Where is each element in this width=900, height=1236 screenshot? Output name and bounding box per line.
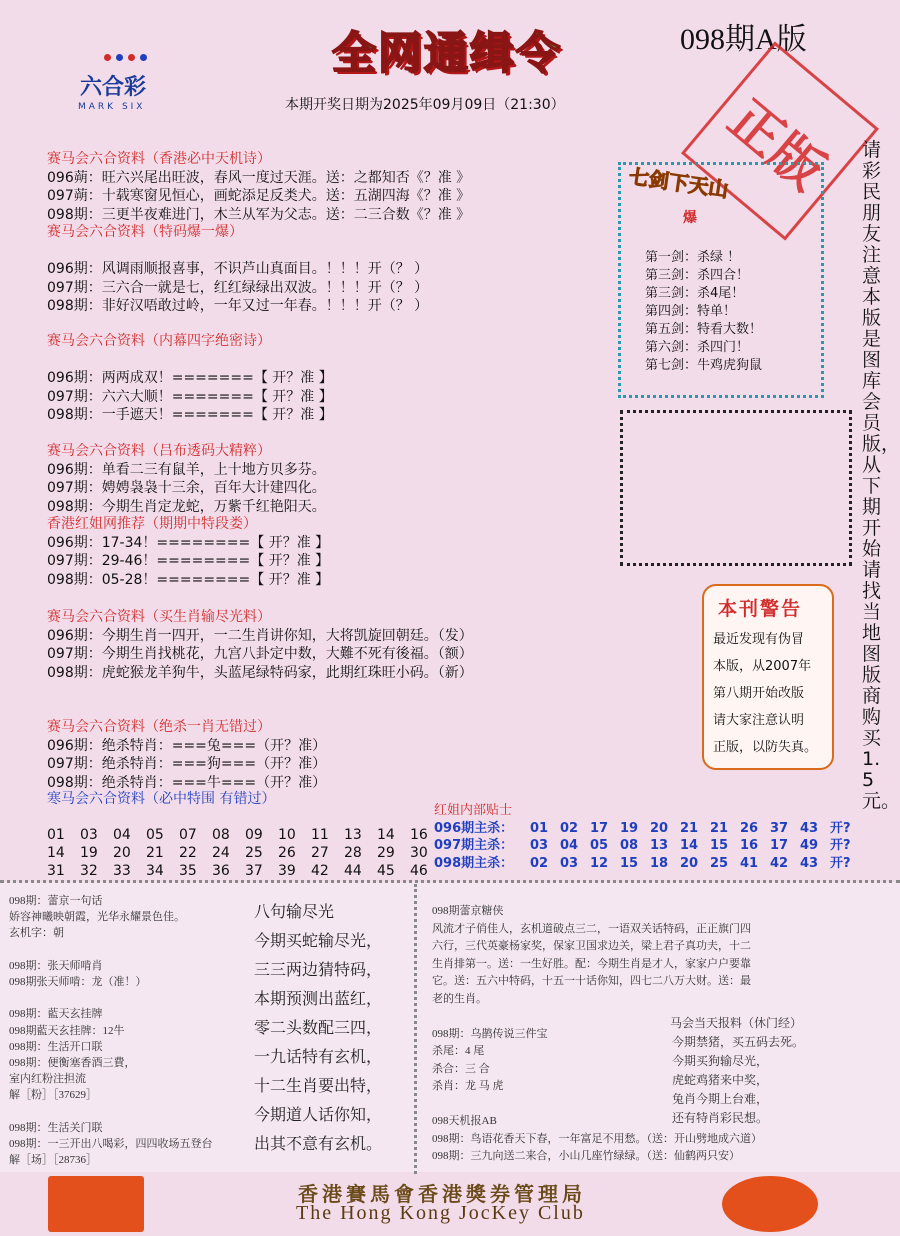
lower-right-line: 杀肖：龙 马 虎 xyxy=(432,1080,504,1092)
hongjie-num: 43 xyxy=(800,820,819,836)
number-cell: 32 xyxy=(80,863,98,879)
sword-box-boom: 爆 xyxy=(683,210,697,226)
logo-sub: MARK SIX xyxy=(78,102,146,112)
hongjie-num: 26 xyxy=(740,820,759,836)
number-cell: 21 xyxy=(146,845,164,861)
number-cell: 07 xyxy=(179,827,197,843)
mahui-line: 今期买狗输尽光， xyxy=(672,1054,769,1068)
number-cell: 22 xyxy=(179,845,197,861)
jockey-logo-left xyxy=(48,1176,144,1232)
warning-line: 本版，从2007年 xyxy=(713,659,812,674)
section-line: 097期：娉娉袅袅十三余，百年大计建四化。 xyxy=(47,480,326,496)
lower-left-line: 098期：便衡塞香酒三費， xyxy=(9,1057,136,1069)
sword-item: 第五剑：特看大数！ xyxy=(645,322,763,337)
sword-item: 第六剑：杀四门！ xyxy=(645,340,750,355)
lower-left-line: 娇容神曦映朝霞，光华永耀景色佳。 xyxy=(9,911,185,924)
number-cell: 09 xyxy=(245,827,263,843)
jockey-logo-right xyxy=(722,1176,818,1232)
hongjie-num: 15 xyxy=(710,838,729,853)
hongjie-num: 17 xyxy=(770,838,789,853)
section-line: 098期：05-28！========【 开？准 】 xyxy=(47,571,330,588)
number-cell: 01 xyxy=(47,827,65,843)
hongjie-tips xyxy=(434,802,860,872)
number-cell: 08 xyxy=(212,827,230,843)
genuine-stamp: 正版 xyxy=(681,41,879,240)
hongjie-num: 03 xyxy=(530,838,549,853)
section-line: 097期：三六合一就是七，红红绿绿出双波。！！！开（？ ） xyxy=(47,279,429,296)
sword-item: 第三剑：杀4尾！ xyxy=(645,286,745,301)
hongjie-num: 21 xyxy=(680,820,699,836)
number-cell: 26 xyxy=(278,845,296,861)
number-row xyxy=(47,826,443,844)
hongjie-num: 49 xyxy=(800,838,819,853)
lower-right-line: 杀尾：4 尾 xyxy=(432,1045,485,1057)
number-cell: 35 xyxy=(179,863,197,879)
must-title: 寒马会六合资料（必中特围 有错过） xyxy=(47,791,276,807)
warning-line: 请大家注意认明 xyxy=(713,713,805,728)
logo-text: 六合彩 xyxy=(80,75,147,100)
number-cell: 44 xyxy=(344,863,362,879)
hongjie-num: 05 xyxy=(590,838,609,853)
empty-box xyxy=(620,410,852,566)
hongjie-end: 开? xyxy=(830,820,851,836)
lower-right-line: 杀合：三 合 xyxy=(432,1062,490,1075)
section-line: 098期：虎蛇猴龙羊狗牛，头蓝尾绿特码家，此期红珠旺小码。（新） xyxy=(47,664,473,681)
hongjie-num: 41 xyxy=(740,855,759,871)
lower-left-line: 098期：蕾京一句话 xyxy=(9,895,103,907)
hongjie-num: 14 xyxy=(680,838,699,853)
poem-line: 八句输尽光 xyxy=(254,904,335,921)
lower-right-line: 六行，三代英豪杨家奖，保家卫国求边关，梁上君子真功夫，十二 xyxy=(432,940,751,952)
section-block xyxy=(47,332,333,425)
number-cell: 36 xyxy=(212,863,230,879)
hongjie-label: 096期主杀： xyxy=(434,820,514,836)
lower-left-line: 玄机字：朝 xyxy=(9,927,64,940)
number-cell: 39 xyxy=(278,863,296,879)
hongjie-title: 红姐内部贴士 xyxy=(434,803,513,818)
number-cell: 03 xyxy=(80,827,98,843)
warning-body xyxy=(713,626,817,761)
hongjie-num: 19 xyxy=(620,820,639,836)
lower-right-line: 生肖排第一。送：一生好胜。配：今期生肖是才人，家家户户要靠 xyxy=(432,957,751,970)
number-cell: 34 xyxy=(146,863,164,879)
lower-left-line: 解［场］［28736］ xyxy=(9,1154,97,1167)
issue-label: 098期A版 xyxy=(680,23,807,56)
lower-left-line: 098期：生活关门联 xyxy=(9,1121,103,1134)
sword-item: 第三剑：杀四合！ xyxy=(645,268,750,283)
sword-item: 第一剑：杀绿 ！ xyxy=(645,250,741,265)
section-title: 赛马会六合资料（吕布透码大精粹） xyxy=(47,443,271,459)
hongjie-num: 13 xyxy=(650,838,669,853)
sword-item: 第四剑：特单！ xyxy=(645,304,737,319)
hongjie-num: 43 xyxy=(800,855,819,871)
section-block xyxy=(47,150,470,224)
section-line: 097期：绝杀特肖：===狗===（开？准） xyxy=(47,756,327,772)
sword-box-title: 七剑下天山 xyxy=(627,164,730,202)
number-cell: 45 xyxy=(377,863,395,879)
mahui-line: 兔肖今期上台难， xyxy=(672,1092,769,1106)
section-line: 097期：六六大顺！=======【 开？准 】 xyxy=(47,388,333,405)
warning-title: 本刊警告 xyxy=(718,598,803,620)
draw-date: 本期开奖日期为2025年09月09日（21:30） xyxy=(285,97,565,113)
section-block xyxy=(47,515,329,589)
poem-line: 零二头数配三四， xyxy=(254,1020,383,1037)
lower-left-line: 098期：生活开口联 xyxy=(9,1040,103,1053)
number-cell: 24 xyxy=(212,845,230,861)
lower-right-line: 098期：乌鹊传说三件宝 xyxy=(432,1027,548,1040)
hongjie-num: 16 xyxy=(740,838,759,853)
lower-right-line: 老的生肖。 xyxy=(432,992,487,1005)
lower-right-line: 098期：鸟语花香天下春，一年富足不用愁。（送：开山劈地成六道） xyxy=(432,1132,762,1145)
poem-line: 出其不意有玄机。 xyxy=(254,1136,383,1153)
hongjie-end: 开? xyxy=(830,838,851,853)
lower-right-line: 098天机报AB xyxy=(432,1115,497,1127)
hongjie-row xyxy=(434,820,860,838)
number-cell: 28 xyxy=(344,845,362,861)
lower-left-line xyxy=(9,989,12,1001)
poem-line: 三三两边猜特码， xyxy=(254,962,383,979)
hongjie-num: 17 xyxy=(590,820,609,836)
mahui-line: 虎蛇鸡猪来中奖， xyxy=(672,1073,769,1087)
hongjie-num: 15 xyxy=(620,855,639,871)
section-block xyxy=(47,718,326,792)
number-cell: 19 xyxy=(80,845,98,861)
number-row xyxy=(47,844,443,862)
mahui-line: 今期禁猪，买五码去死。 xyxy=(672,1035,805,1049)
sword-item: 第七剑：牛鸡虎狗鼠 xyxy=(645,358,763,373)
hongjie-row xyxy=(434,855,860,873)
hongjie-num: 08 xyxy=(620,838,639,853)
hongjie-num: 42 xyxy=(770,855,789,871)
number-cell: 14 xyxy=(47,845,65,861)
poem-line: 今期道人话你知， xyxy=(254,1107,383,1124)
lower-left-line: 098期：藍天玄挂牌 xyxy=(9,1008,103,1021)
section-line: 098期：今期生肖定龙蛇，万紫千红艳阳天。 xyxy=(47,498,326,515)
number-cell: 05 xyxy=(146,827,164,843)
hongjie-num: 21 xyxy=(710,820,729,836)
hongjie-label: 098期主杀： xyxy=(434,855,514,871)
number-cell: 10 xyxy=(278,827,296,843)
number-cell: 31 xyxy=(47,863,65,879)
lower-left-line: 室内红粉注担流 xyxy=(9,1073,86,1086)
section-line: 097期：今期生肖找桃花，九宫八卦定中数，大難不死有後福。（额） xyxy=(47,646,473,662)
lower-right-line xyxy=(432,1095,435,1107)
section-line: 096期：单看二三有鼠羊，上十地方贝多芬。 xyxy=(47,461,326,478)
section-line: 098期：绝杀特肖：===牛===（开？准） xyxy=(47,774,327,791)
section-line: 097期：29-46！========【 开？准 】 xyxy=(47,553,330,569)
number-cell: 30 xyxy=(410,845,428,861)
number-cell: 13 xyxy=(344,827,362,843)
poem-line: 一九话特有玄机， xyxy=(254,1049,383,1066)
hongjie-end: 开? xyxy=(830,855,851,871)
lower-left-line: 098期藍天玄挂牌：12牛 xyxy=(9,1024,125,1037)
lower-left-line: 098期：张天师啃肖 xyxy=(9,959,103,972)
lower-left-line: 解［粉］［37629］ xyxy=(9,1089,97,1102)
section-line: 098期：一手遮天！=======【 开？准 】 xyxy=(47,407,333,423)
number-grid xyxy=(47,826,443,880)
section-line: 096期：今期生肖一四开，一二生肖讲你知，大将凯旋回朝廷。（发） xyxy=(47,627,473,644)
number-cell: 20 xyxy=(113,845,131,861)
hongjie-label: 097期主杀： xyxy=(434,838,514,853)
number-row xyxy=(47,862,443,880)
section-block xyxy=(47,223,428,316)
section-line: 096期：风调雨顺报喜事，不识芦山真面目。！！！开（？ ） xyxy=(47,261,429,277)
section-block xyxy=(47,442,326,516)
section-line: 098期：三更半夜难进门，木兰从军为父志。送：二三合数《？准 》 xyxy=(47,206,471,223)
section-title: 赛马会六合资料（绝杀一肖无错过） xyxy=(47,719,271,735)
hongjie-num: 01 xyxy=(530,820,549,836)
side-notice: 请彩民朋友注意本版是图库会员版，从下期开始请找当地图版商购买1.5元。 xyxy=(862,139,900,812)
lower-right-line: 风流才子俏佳人，玄机道破点三二，一语双关话特码，正正旗门四 xyxy=(432,922,751,935)
warning-box xyxy=(702,584,834,770)
mark-six-logo xyxy=(70,44,210,120)
hongjie-num: 25 xyxy=(710,855,729,871)
footer-en: The Hong Kong JocKey Club xyxy=(296,1202,585,1224)
hongjie-num: 18 xyxy=(650,855,669,871)
poem-line: 今期买蛇输尽光， xyxy=(254,933,383,950)
sword-box xyxy=(618,162,824,398)
hongjie-num: 20 xyxy=(680,855,699,871)
section-line: 098期：非好汉唔敢过岭，一年又过一年春。！！！开（？ ） xyxy=(47,298,429,314)
hongjie-num: 37 xyxy=(770,820,789,836)
lower-right-line: 098期：三九向送二来合，小山几座竹绿绿。（送：仙鹤两只安） xyxy=(432,1150,740,1162)
number-cell: 37 xyxy=(245,863,263,879)
section-line: 096期：两两成双！=======【 开？准 】 xyxy=(47,370,333,386)
divider-vertical xyxy=(414,884,417,1174)
section-line xyxy=(47,242,428,261)
number-cell: 14 xyxy=(377,827,395,843)
poem-line: 十二生肖要出特， xyxy=(254,1078,383,1095)
number-cell: 33 xyxy=(113,863,131,879)
warning-line: 第八期开始改版 xyxy=(713,686,805,701)
warning-line: 正版，以防失真。 xyxy=(713,740,818,755)
lower-right-line: 098期蕾京糖侠 xyxy=(432,905,504,917)
poem xyxy=(254,898,382,1159)
warning-line: 最近发现有伪冒 xyxy=(713,632,805,647)
lower-right-line xyxy=(432,1007,435,1019)
number-cell: 11 xyxy=(311,827,329,843)
sword-list xyxy=(645,249,762,375)
lower-right-line: 它。送：五六中特码，十五一十话你知，四七二八万大财。送：最 xyxy=(432,975,751,987)
section-block xyxy=(47,608,473,682)
poem-line: 本期预测出蓝红， xyxy=(254,991,383,1008)
number-cell: 16 xyxy=(410,827,428,843)
section-line: 097蒴：十载寒窗见恒心，画蛇添足反类犬。送：五湖四海《？准 》 xyxy=(47,188,471,204)
section-title: 赛马会六合资料（特码爆一爆） xyxy=(47,224,243,240)
lower-left-line: 098期张天师啃：龙（准！） xyxy=(9,976,147,988)
mahui-line: 马会当天报料（休门经） xyxy=(670,1016,803,1030)
number-cell: 29 xyxy=(377,845,395,861)
number-cell: 25 xyxy=(245,845,263,861)
mahui-line: 还有特肖彩民想。 xyxy=(672,1111,769,1125)
hongjie-num: 02 xyxy=(530,855,549,871)
section-line: 096期：绝杀特肖：===兔===（开？准） xyxy=(47,737,327,754)
lower-left-line xyxy=(9,941,12,953)
number-cell: 04 xyxy=(113,827,131,843)
section-title: 赛马会六合资料（内幕四字绝密诗） xyxy=(47,333,271,349)
section-title: 赛马会六合资料（香港必中天机诗） xyxy=(47,151,271,167)
section-line: 096蒴：旺六兴尾出旺波，春风一度过天涯。送：之都知否《？准 》 xyxy=(47,169,471,186)
section-line xyxy=(47,351,333,370)
divider-horizontal xyxy=(0,880,900,883)
lower-left-line: 098期：一三开出八喝彩，四四收场五登台 xyxy=(9,1138,213,1150)
section-title: 赛马会六合资料（买生肖输尽光料） xyxy=(47,609,271,625)
section-title: 香港红姐网推荐（期期中特段娄） xyxy=(47,516,257,532)
number-cell: 42 xyxy=(311,863,329,879)
number-cell: 27 xyxy=(311,845,329,861)
hongjie-num: 20 xyxy=(650,820,669,836)
hongjie-row xyxy=(434,837,860,855)
footer-cn: 香港賽馬會香港獎券管理局 xyxy=(298,1184,586,1206)
page-title: 全网通缉令 xyxy=(332,28,562,79)
hongjie-num: 12 xyxy=(590,855,609,871)
hongjie-num: 03 xyxy=(560,855,579,871)
section-line: 096期：17-34！========【 开？准 】 xyxy=(47,534,330,551)
lower-left-line xyxy=(9,1103,12,1115)
hongjie-num: 02 xyxy=(560,820,579,836)
number-cell: 46 xyxy=(410,863,428,879)
hongjie-num: 04 xyxy=(560,838,579,853)
